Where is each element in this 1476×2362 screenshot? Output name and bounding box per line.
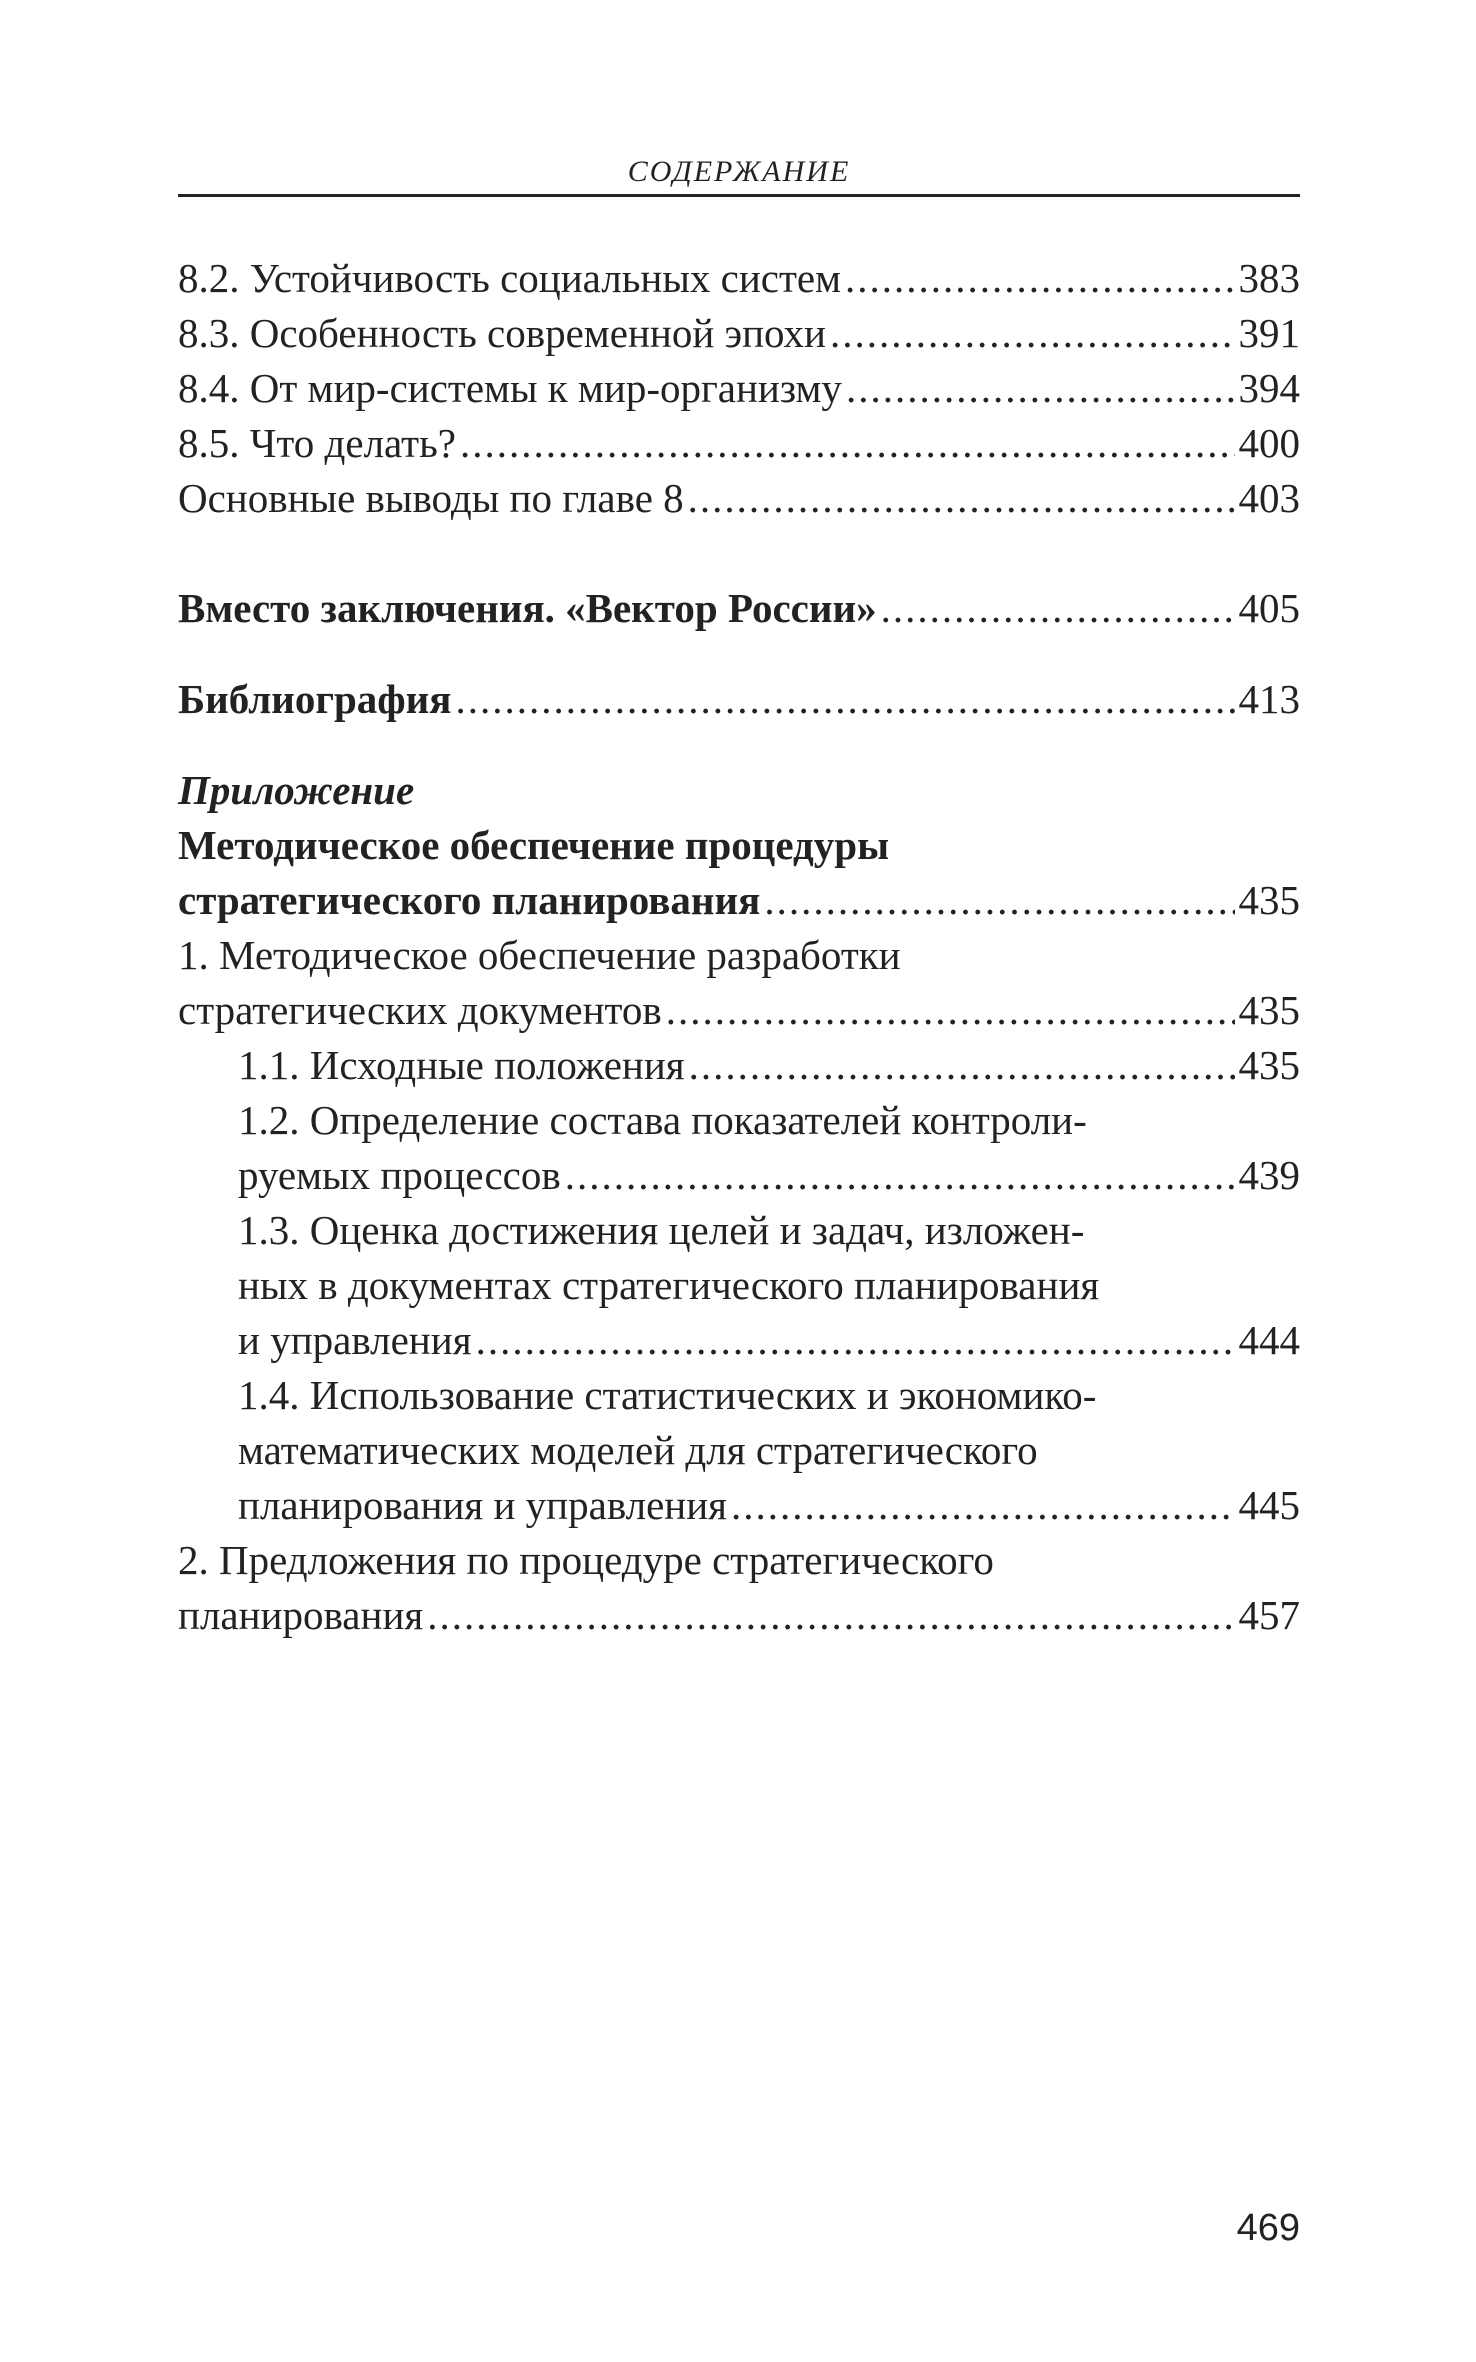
toc-entry-page: 439 — [1238, 1152, 1300, 1198]
dot-leader — [455, 672, 1234, 727]
toc-entry — [178, 306, 1300, 361]
appendix-heading-line: Методическое обеспечение процедуры — [178, 822, 890, 868]
appendix-title: Приложение — [178, 767, 415, 813]
toc-entry-page: 394 — [1238, 365, 1300, 411]
toc-entry — [178, 251, 1300, 306]
spacer — [178, 636, 1300, 672]
toc-entry-page: 405 — [1238, 585, 1300, 631]
dot-leader — [688, 471, 1235, 526]
toc-entry-page: 444 — [1238, 1317, 1300, 1363]
toc-entry-label: и управления — [238, 1317, 472, 1363]
toc-entry-page: 413 — [1238, 676, 1300, 722]
toc-entry — [178, 361, 1300, 416]
toc-entry — [178, 1038, 1300, 1093]
dot-leader — [689, 1038, 1235, 1093]
toc-entry-label: стратегического планирования — [178, 877, 761, 923]
toc-entry-page: 435 — [1238, 877, 1300, 923]
toc-entry-label: 1.1. Исходные положения — [238, 1042, 685, 1088]
toc-entry — [178, 873, 1300, 928]
page-number: 469 — [1236, 2207, 1300, 2249]
toc-entry-label: 8.2. Устойчивость социальных систем — [178, 255, 842, 301]
spacer — [178, 727, 1300, 763]
toc-entry-page: 383 — [1238, 255, 1300, 301]
dot-leader — [565, 1148, 1235, 1203]
toc-entry-label: Библиография — [178, 676, 452, 722]
toc-entry-label: 8.4. От мир-системы к мир-организму — [178, 365, 842, 411]
dot-leader — [881, 581, 1235, 636]
toc-entry-line: 2. Предложения по процедуре стратегического — [178, 1537, 994, 1583]
running-header: СОДЕРЖАНИЕ — [627, 155, 851, 188]
toc-entry-label: Основные выводы по главе 8 — [178, 475, 684, 521]
dot-leader — [764, 873, 1234, 928]
toc-entry — [178, 1313, 1300, 1368]
toc-entry-page: 435 — [1238, 987, 1300, 1033]
toc-entry — [178, 1478, 1300, 1533]
toc-entry-line: ных в документах стратегического планирования — [238, 1262, 1100, 1308]
toc-entry-label: планирования — [178, 1592, 424, 1638]
toc-entry-label: 8.5. Что делать? — [178, 420, 456, 466]
toc-entry-page: 435 — [1238, 1042, 1300, 1088]
dot-leader — [731, 1478, 1234, 1533]
spacer — [178, 526, 1300, 581]
dot-leader — [830, 306, 1235, 361]
toc-entry — [178, 581, 1300, 636]
toc-entry — [178, 672, 1300, 727]
toc-entry-page: 457 — [1238, 1592, 1300, 1638]
dot-leader — [476, 1313, 1235, 1368]
dot-leader — [846, 361, 1235, 416]
toc-entry-label: Вместо заключения. «Вектор России» — [178, 585, 877, 631]
toc-entry — [178, 1148, 1300, 1203]
table-of-contents — [178, 251, 1300, 1643]
toc-entry-label: планирования и управления — [238, 1482, 728, 1528]
toc-entry — [178, 983, 1300, 1038]
toc-entry-page: 445 — [1238, 1482, 1300, 1528]
toc-entry-line: математических моделей для стратегического — [238, 1427, 1038, 1473]
toc-entry-page: 400 — [1238, 420, 1300, 466]
dot-leader — [460, 416, 1235, 471]
toc-entry-page: 403 — [1238, 475, 1300, 521]
toc-entry — [178, 1588, 1300, 1643]
toc-entry-label: стратегических документов — [178, 987, 662, 1033]
toc-entry — [178, 416, 1300, 471]
toc-entry-line: 1.2. Определение состава показателей контроли- — [238, 1097, 1087, 1143]
header-rule — [178, 194, 1300, 197]
toc-entry-line: 1.4. Использование статистических и экономико- — [238, 1372, 1097, 1418]
toc-entry-line: 1.3. Оценка достижения целей и задач, изложен- — [238, 1207, 1085, 1253]
toc-entry-label: руемых процессов — [238, 1152, 561, 1198]
toc-entry — [178, 471, 1300, 526]
dot-leader — [666, 983, 1235, 1038]
toc-entry-page: 391 — [1238, 310, 1300, 356]
toc-entry-label: 8.3. Особенность современной эпохи — [178, 310, 826, 356]
dot-leader — [845, 251, 1234, 306]
dot-leader — [427, 1588, 1234, 1643]
toc-entry-line: 1. Методическое обеспечение разработки — [178, 932, 901, 978]
